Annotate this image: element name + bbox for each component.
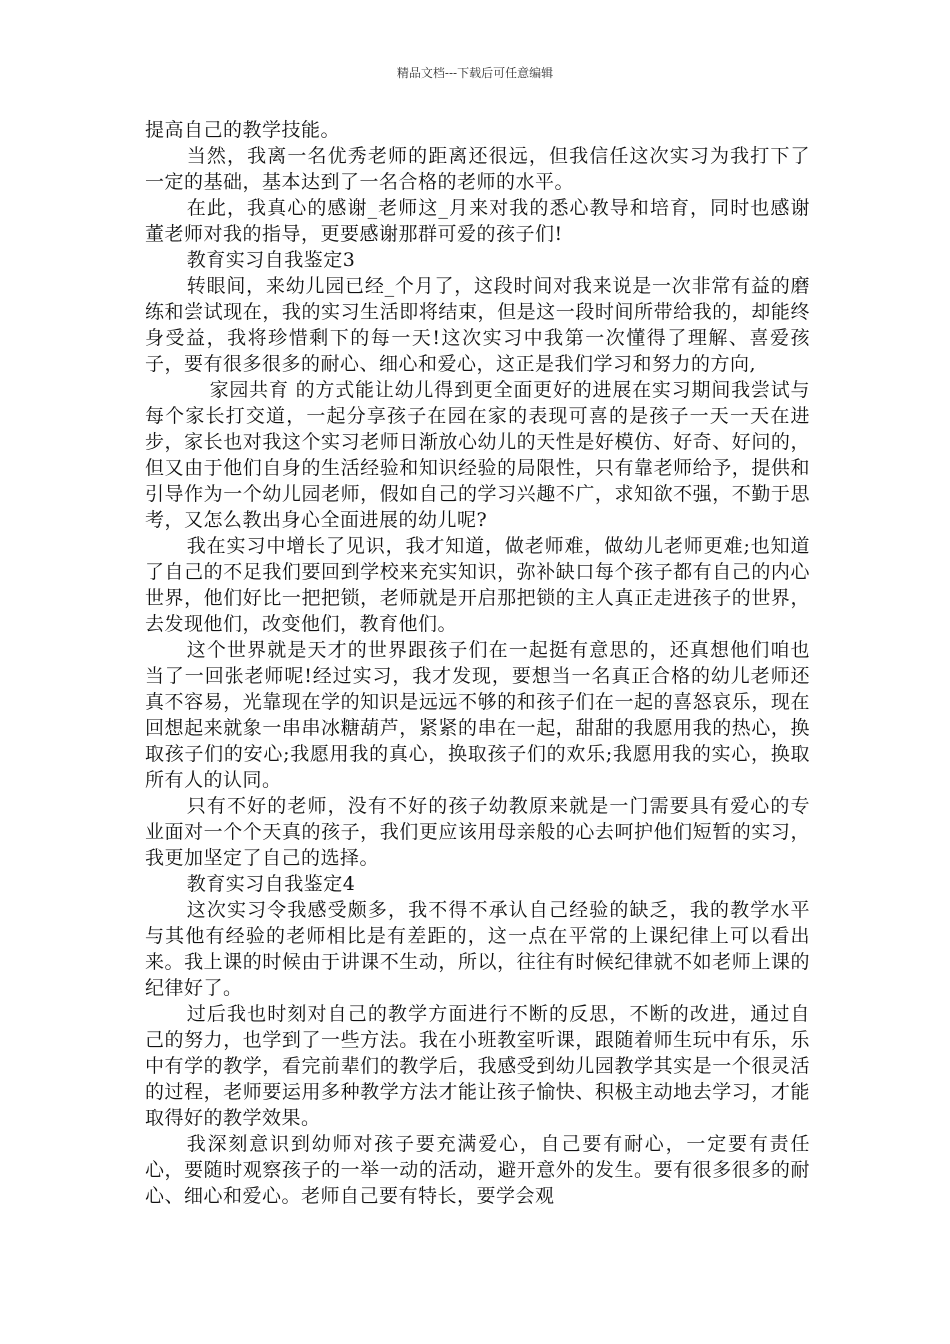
paragraph: 在此，我真心的感谢_老师这_月来对我的悉心教导和培育，同时也感谢董老师对我的指导，更要感谢那群可爱的孩子们! [145, 197, 810, 245]
paragraph: 当然，我离一名优秀老师的距离还很远，但我信任这次实习为我打下了一定的基础，基本达到了一名合格的老师的水平。 [145, 145, 810, 193]
paragraph: 家园共育 的方式能让幼儿得到更全面更好的进展在实习期间我尝试与每个家长打交道，一起分享孩子在园在家的表现可喜的是孩子一天一天在进步，家长也对我这个实习老师日渐放心幼儿的天性是好模仿、好奇、好问的，但又由于他们自身的生活经验和知识经验的局限性，只有靠老师给予，提供和引导作为一个幼儿园老师，假如自己的学习兴趣不广，求知欲不强，不勤于思考，又怎么教出身心全面进展的幼儿呢? [145, 379, 810, 531]
paragraph: 转眼间，来幼儿园已经_个月了，这段时间对我来说是一次非常有益的磨练和尝试现在，我的实习生活即将结束，但是这一段时间所带给我的，却能终身受益，我将珍惜剩下的每一天!这次实习中我第一次懂得了理解、喜爱孩子，要有很多很多的耐心、细心和爱心，这正是我们学习和努力的方向, [145, 275, 810, 375]
paragraph: 只有不好的老师，没有不好的孩子幼教原来就是一门需要具有爱心的专业面对一个个天真的孩子，我们更应该用母亲般的心去呵护他们短暂的实习，我更加坚定了自己的选择。 [145, 795, 810, 869]
paragraph: 我深刻意识到幼师对孩子要充满爱心，自己要有耐心，一定要有责任心，要随时观察孩子的一举一动的活动，避开意外的发生。要有很多很多的耐心、细心和爱心。老师自己要有特长，要学会观 [145, 1133, 810, 1207]
document-body [145, 117, 810, 1209]
paragraph: 这次实习令我感受颇多，我不得不承认自己经验的缺乏，我的教学水平与其他有经验的老师相比是有差距的，这一点在平常的上课纪律上可以看出来。我上课的时候由于讲课不生动，所以，往往有时候纪律就不如老师上课的纪律好了。 [145, 899, 810, 999]
paragraph: 这个世界就是天才的世界跟孩子们在一起挺有意思的，还真想他们咱也当了一回张老师呢!经过实习，我才发现，要想当一名真正合格的幼儿老师还真不容易，光靠现在学的知识是远远不够的和孩子们在一起的喜怒哀乐，现在回想起来就象一串串冰糖葫芦，紧紧的串在一起，甜甜的我愿用我的热心，换取孩子们的安心;我愿用我的真心，换取孩子们的欢乐;我愿用我的实心，换取所有人的认同。 [145, 639, 810, 791]
paragraph: 提高自己的教学技能。 [145, 119, 341, 141]
paragraph: 过后我也时刻对自己的教学方面进行不断的反思，不断的改进，通过自己的努力，也学到了一些方法。我在小班教室听课，跟随着师生玩中有乐，乐中有学的教学，看完前辈们的教学后，我感受到幼儿园教学其实是一个很灵活的过程，老师要运用多种教学方法才能让孩子愉快、积极主动地去学习，才能取得好的教学效果。 [145, 1003, 810, 1129]
section-heading: 教育实习自我鉴定3 [186, 249, 356, 271]
section-heading: 教育实习自我鉴定4 [186, 873, 356, 895]
page-header: 精品文档---下载后可任意编辑 [396, 66, 554, 80]
paragraph: 我在实习中增长了见识，我才知道，做老师难，做幼儿老师更难;也知道了自己的不足我们要回到学校来充实知识，弥补缺口每个孩子都有自己的内心世界，他们好比一把把锁，老师就是开启那把锁的主人真正走进孩子的世界，去发现他们，改变他们，教育他们。 [145, 535, 810, 635]
